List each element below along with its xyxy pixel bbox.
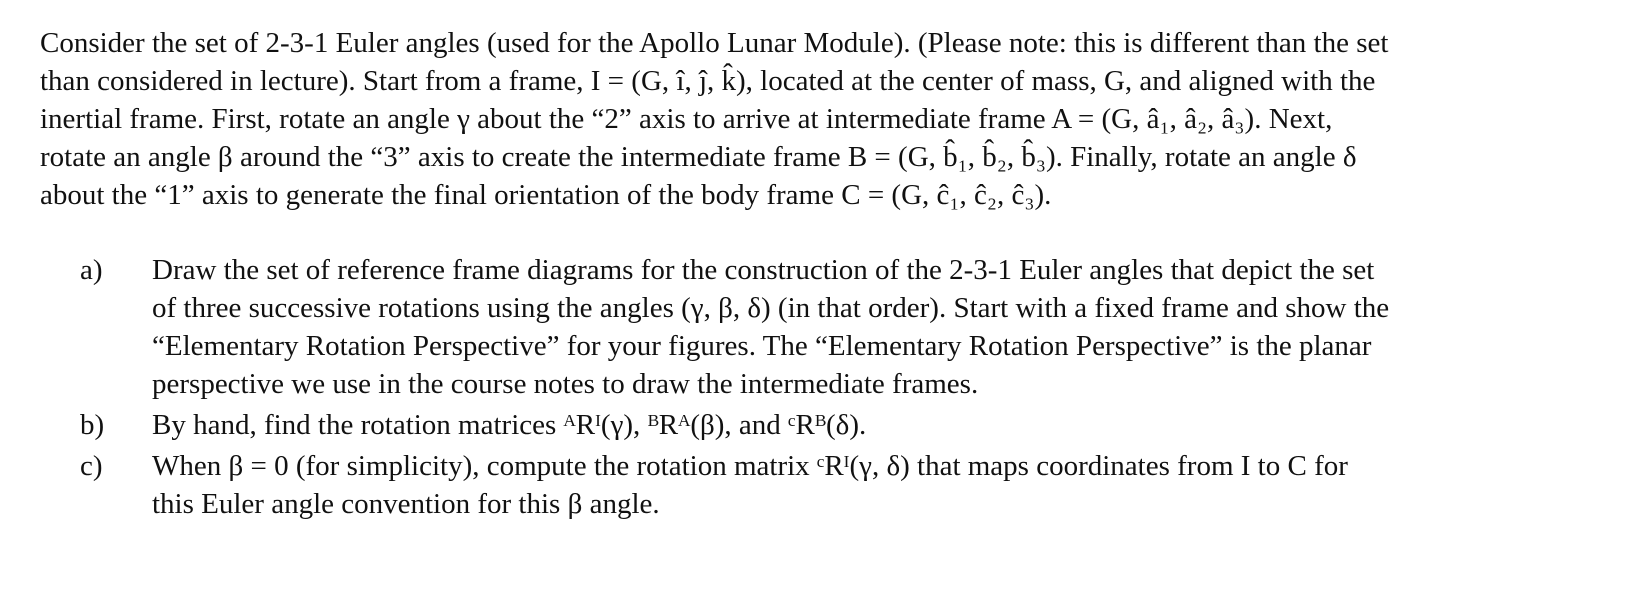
item-text: [152, 406, 866, 444]
question-item-b: [80, 406, 1620, 444]
item-line: of three successive rotations using the angles (γ, β, δ) (in that order). Start with a fixed frame and show the: [152, 292, 1390, 324]
intro-line: Consider the set of 2-3-1 Euler angles (used for the Apollo Lunar Module). (Please note: this is different than the set: [40, 27, 1389, 59]
item-text: [152, 251, 1389, 403]
item-line: this Euler angle convention for this β angle.: [152, 488, 660, 520]
item-line: perspective we use in the course notes to draw the intermediate frames.: [152, 368, 979, 400]
item-marker: b): [80, 409, 105, 441]
intro-line: rotate an angle β around the “3” axis to create the intermediate frame B = (G, b̂₁, b̂₂, b̂₃). Finally, rotate an angle δ: [40, 141, 1357, 173]
item-marker: a): [80, 254, 103, 286]
item-line: Draw the set of reference frame diagrams for the construction of the 2-3-1 Euler angles that depict the set: [152, 254, 1375, 286]
intro-line: than considered in lecture). Start from a frame, I = (G, î, ĵ, k̂), located at the center of mass, G, and aligned with the: [40, 65, 1376, 97]
question-item-a: [80, 251, 1620, 403]
item-text: [152, 447, 1348, 523]
intro-line: inertial frame. First, rotate an angle γ about the “2” axis to arrive at intermediate frame A = (G, â₁, â₂, â₃). Next,: [40, 103, 1333, 135]
question-list: [80, 251, 1620, 523]
item-line: “Elementary Rotation Perspective” for your figures. The “Elementary Rotation Perspective” is the planar: [152, 330, 1372, 362]
item-line: By hand, find the rotation matrices ᴬRᴵ(γ), ᴮRᴬ(β), and ᶜRᴮ(δ).: [152, 409, 867, 441]
item-line: When β = 0 (for simplicity), compute the rotation matrix ᶜRᴵ(γ, δ) that maps coordinates from I to C for: [152, 450, 1348, 482]
item-marker: c): [80, 450, 103, 482]
intro-line: about the “1” axis to generate the final orientation of the body frame C = (G, ĉ₁, ĉ₂, ĉ₃).: [40, 179, 1052, 211]
intro-paragraph: [40, 24, 1620, 214]
question-item-c: [80, 447, 1620, 523]
